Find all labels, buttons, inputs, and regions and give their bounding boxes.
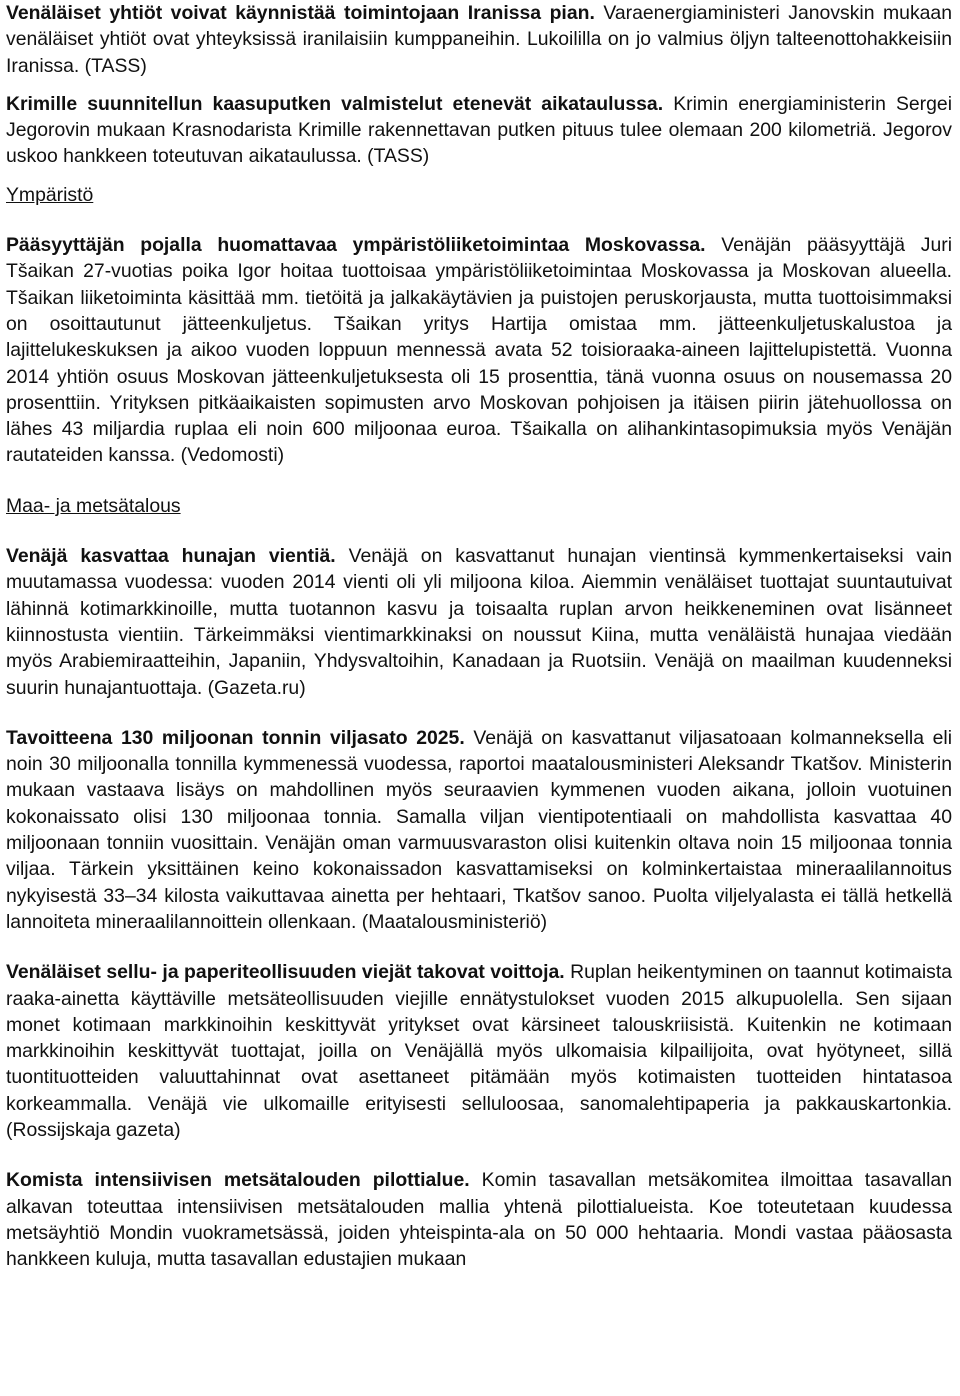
paragraph-lead: Venäläiset sellu- ja paperiteollisuuden viejät takovat voittoja. <box>6 961 565 984</box>
section-heading-environment: Ympäristö <box>6 183 94 206</box>
section-heading-agriculture: Maa- ja metsätalous <box>6 494 181 517</box>
paragraph-body: Venäjä on kasvattanut hunajan vientinsä kymmenkertaiseksi vain muutamassa vuodessa: vuoden 2014 vienti oli yli miljoona kiloa. Aiemmin venäläiset tuottajat suuntautuivat lähinnä kotimarkkinoille, mutta tuotannon kasvu ja toisaalta ruplan arvon heikkeneminen ovat lisänneet kiinnostusta vientiin. Tärkeimmäksi vientimarkkinaksi on noussut Kiina, mutta venäläistä hunajaa viedään myös Arabiemiraatteihin, Japaniin, Yhdysvaltoihin, Kanadaan ja Ruotsiin. Venäjä on maailman kuudenneksi suurin hunajantuottaja. (Gazeta.ru) <box>6 545 952 699</box>
paragraph-honey <box>6 543 952 701</box>
paragraph-lead: Pääsyyttäjän pojalla huomattavaa ympäristöliiketoimintaa Moskovassa. <box>6 234 706 257</box>
paragraph-iran <box>6 0 952 79</box>
paragraph-komi <box>6 1167 952 1272</box>
paragraph-lead: Komista intensiivisen metsätalouden pilottialue. <box>6 1169 470 1192</box>
paragraph-pulp <box>6 959 952 1143</box>
paragraph-lead: Tavoitteena 130 miljoonan tonnin viljasato 2025. <box>6 726 465 749</box>
paragraph-body: Komin tasavallan metsäkomitea ilmoittaa tasavallan alkavan toteuttaa intensiivisen metsätalouden mallia yhtenä pilottialueista. Koe toteutetaan kuudessa metsäyhtiö Mondin vuokrametsässä, joiden yhteispinta-ala on 50 000 hehtaaria. Mondi vastaa pääosasta hankkeen kuluja, mutta tasavallan edustajien mukaan <box>6 1169 953 1271</box>
paragraph-lead: Venäläiset yhtiöt voivat käynnistää toimintojaan Iranissa pian. <box>6 2 595 24</box>
paragraph-crimea <box>6 91 952 170</box>
paragraph-lead: Krimille suunnitellun kaasuputken valmistelut etenevät aikataulussa. <box>6 92 664 115</box>
paragraph-body: Krimin energiaministerin Sergei Jegorovin mukaan Krasnodarista Krimille rakennettavan putken pituus tulee olemaan 200 kilometriä. Jegorov uskoo hankkeen toteutuvan aikataulussa. (TASS) <box>6 92 953 168</box>
paragraph-body: Varaenergiaministeri Janovskin mukaan venäläiset yhtiöt ovat yhteyksissä iranilaisiin kumppaneihin. Lukoililla on jo valmius öljyn talteenottohakkeisiin Iranissa. (TASS) <box>6 2 952 77</box>
paragraph-body: Venäjä on kasvattanut viljasatoaan kolmanneksella eli noin 30 miljoonalla tonnilla kymmenessä vuodessa, raportoi maatalousministeri Aleksandr Tkatšov. Ministerin mukaan vastaava lisäys on mahdollinen myös seuraavien kymmenen vuoden aikana, jolloin vuotuinen kokonaissato olisi 130 miljoonaa tonnia. Samalla viljan vientipotentiaali on mahdollista kasvattaa 40 miljoonaan tonniin vuosittain. Venäjän oman varmuusvaraston olisi kuitenkin oltava noin 15 miljoonaa tonnia viljaa. Tärkein yksittäinen keino kokonaissadon kasvattamiseksi on kolminkertaistaa mineraalilannoitus nykyisestä 33–34 kilosta vaikuttavaa ainetta per hehtaari, Tkatšov sanoo. Puolta viljelyalasta ei tällä hetkellä lannoiteta mineraalilannoittein ollenkaan. (Maatalousministeriö) <box>6 726 953 933</box>
paragraph-lead: Venäjä kasvattaa hunajan vientiä. <box>6 545 336 568</box>
paragraph-prosecutor <box>6 232 952 469</box>
paragraph-body: Ruplan heikentyminen on taannut kotimaista raaka-ainetta käyttäville metsäteollisuuden viejille ennätystulokset vuoden 2015 alkupuolella. Sen sijaan monet kotimaan markkinoihin keskittyvät yritykset ovat kärsineet talouskriisistä. Kuitenkin ne kotimaan markkinoihin keskittyvät tuottajat, joilla on Venäjällä myös ulkomaisia kilpailijoita, ovat hyötyneet, sillä tuontituotteiden valuuttahinnat ovat asettaneet pitämään myös kotimaisten tuotteiden hintatasoa korkeammalla. Venäjä vie ulkomaille erityisesti selluloosaa, sanomalehtipaperia ja pakkauskartonkia. (Rossijskaja gazeta) <box>6 961 952 1141</box>
paragraph-body: Venäjän pääsyyttäjä Juri Tšaikan 27-vuotias poika Igor hoitaa tuottoisaa ympäristöliiketoimintaa Moskovassa ja Moskovan alueella. Tšaikan liiketoiminta käsittää mm. tietöitä ja jalkakäytävien ja puistojen peruskorjausta, mutta tuottoisimmaksi on osoittautunut jätteenkuljetus. Tšaikan yritys Hartija omistaa mm. jätteenkuljetuskalustoa ja lajittelukeskuksen ja aikoo vuoden loppuun mennessä avata 52 toisioraaka-aineen lajittelupistettä. Vuonna 2014 yhtiön osuus Moskovan jätteenkuljetuksesta oli 15 prosenttia, tänä vuonna osuus on nousemassa 20 prosenttiin. Yrityksen pitkäaikaisten sopimusten arvo Moskovan pohjoisen ja itäisen piirin jätehuollossa on lähes 43 miljardia ruplaa eli noin 600 miljoonaa euroa. Tšaikalla on alihankintasopimuksia myös Venäjän rautateiden kanssa. (Vedomosti) <box>6 234 952 467</box>
paragraph-grain <box>6 725 952 935</box>
